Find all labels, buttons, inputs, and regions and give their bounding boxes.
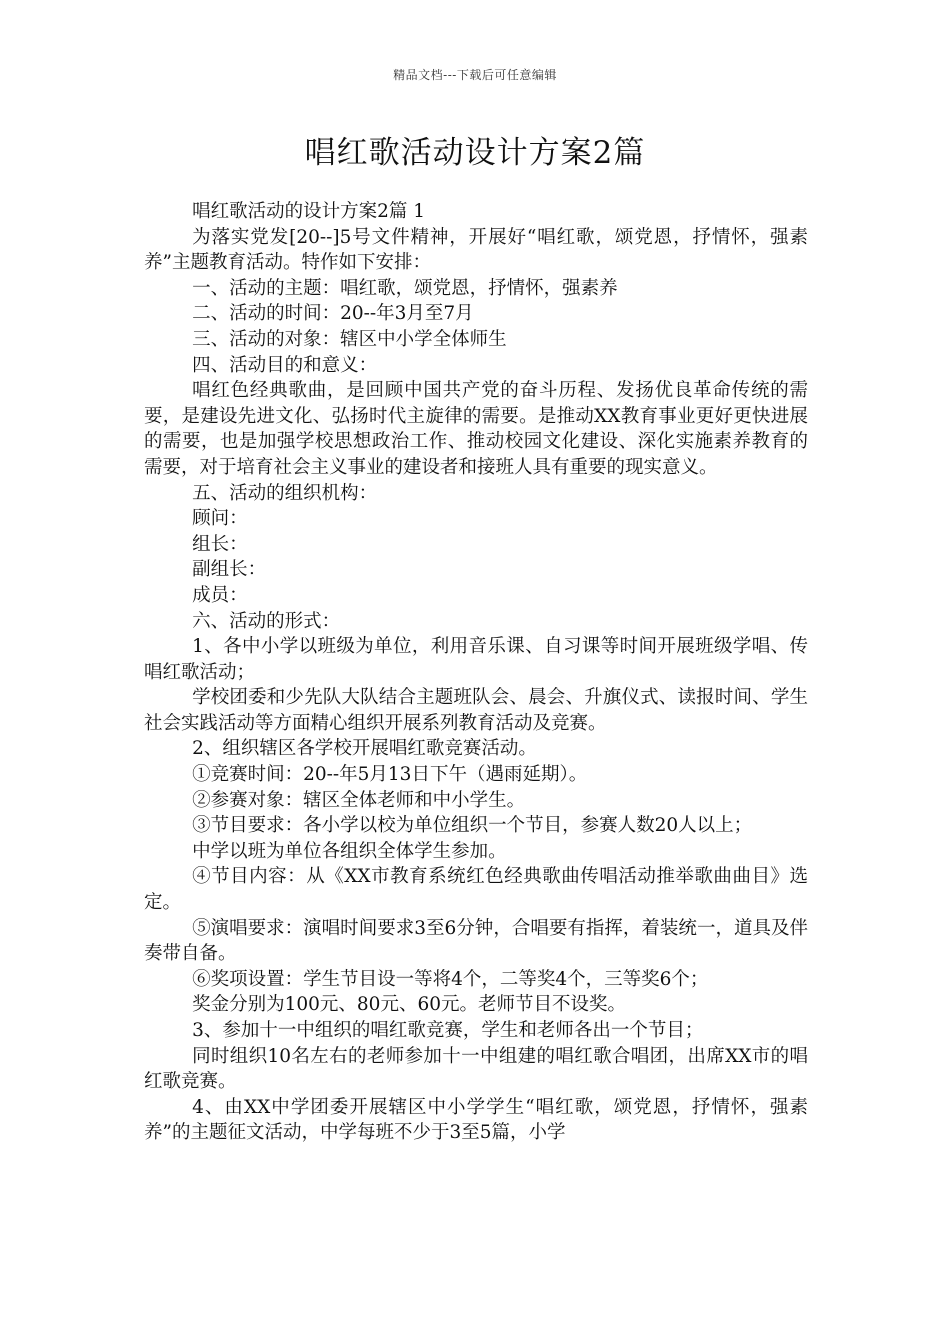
paragraph: 为落实党发[20--]5号文件精神，开展好“唱红歌，颂党恩，抒情怀，强素养”主题教育活动。特作如下安排： xyxy=(144,226,808,274)
paragraph: 4、由XX中学团委开展辖区中小学学生“唱红歌，颂党恩，抒情怀，强素养”的主题征文活动，中学每班不少于3至5篇，小学 xyxy=(144,1096,808,1144)
paragraph: 顾问： xyxy=(192,508,248,530)
paragraph: 唱红歌活动的设计方案2篇 1 xyxy=(192,201,426,222)
paragraph: 一、活动的主题：唱红歌，颂党恩，抒情怀，强素养 xyxy=(192,277,618,299)
paragraph: 学校团委和少先队大队结合主题班队会、晨会、升旗仪式、读报时间、学生社会实践活动等方面精心组织开展系列教育活动及竞赛。 xyxy=(144,687,808,734)
paragraph: ③节目要求：各小学以校为单位组织一个节目，参赛人数20人以上； xyxy=(192,815,753,837)
paragraph: ②参赛对象：辖区全体老师和中小学生。 xyxy=(192,789,526,811)
document-title: 唱红歌活动设计方案2篇 xyxy=(304,135,646,171)
paragraph: ⑥奖项设置：学生节目设一等将4个，二等奖4个，三等奖6个； xyxy=(192,968,709,990)
paragraph: 成员： xyxy=(192,584,248,606)
paragraph: ⑤演唱要求：演唱时间要求3至6分钟，合唱要有指挥，着装统一，道具及伴奏带自备。 xyxy=(144,917,808,965)
paragraph: 同时组织10名左右的老师参加十一中组建的唱红歌合唱团，出席XX市的唱红歌竞赛。 xyxy=(144,1045,808,1093)
paragraph: 三、活动的对象：辖区中小学全体师生 xyxy=(192,328,507,350)
paragraph: 奖金分别为100元、80元、60元。老师节目不设奖。 xyxy=(192,994,626,1016)
paragraph: 二、活动的时间：20--年3月至7月 xyxy=(192,303,474,325)
paragraph: 副组长： xyxy=(192,559,267,581)
paragraph: 3、参加十一中组织的唱红歌竞赛，学生和老师各出一个节目； xyxy=(192,1020,704,1041)
paragraph: 唱红色经典歌曲，是回顾中国共产党的奋斗历程、发扬优良革命传统的需要，是建设先进文化、弘扬时代主旋律的需要。是推动XX教育事业更好更快进展的需要，也是加强学校思想政治工作、推动校园文化建设、深化实施素养教育的需要，对于培育社会主义事业的建设者和接班人具有重要的现实意义。 xyxy=(144,380,808,478)
paragraph: 2、组织辖区各学校开展唱红歌竞赛活动。 xyxy=(192,738,537,760)
paragraph: ④节目内容：从《XX市教育系统红色经典歌曲传唱活动推举歌曲曲目》选定。 xyxy=(144,866,808,914)
paragraph: 五、活动的组织机构： xyxy=(192,482,378,504)
paragraph: 四、活动目的和意义： xyxy=(192,354,378,376)
document-body xyxy=(144,199,808,1146)
header-note: 精品文档---下载后可任意编辑 xyxy=(393,68,557,82)
paragraph: 六、活动的形式： xyxy=(192,610,341,632)
paragraph: 组长： xyxy=(192,533,248,555)
paragraph: 1、各中小学以班级为单位，利用音乐课、自习课等时间开展班级学唱、传唱红歌活动； xyxy=(144,636,808,683)
paragraph: 中学以班为单位各组织全体学生参加。 xyxy=(192,840,507,862)
paragraph: ①竞赛时间：20--年5月13日下午（遇雨延期）。 xyxy=(192,764,588,786)
